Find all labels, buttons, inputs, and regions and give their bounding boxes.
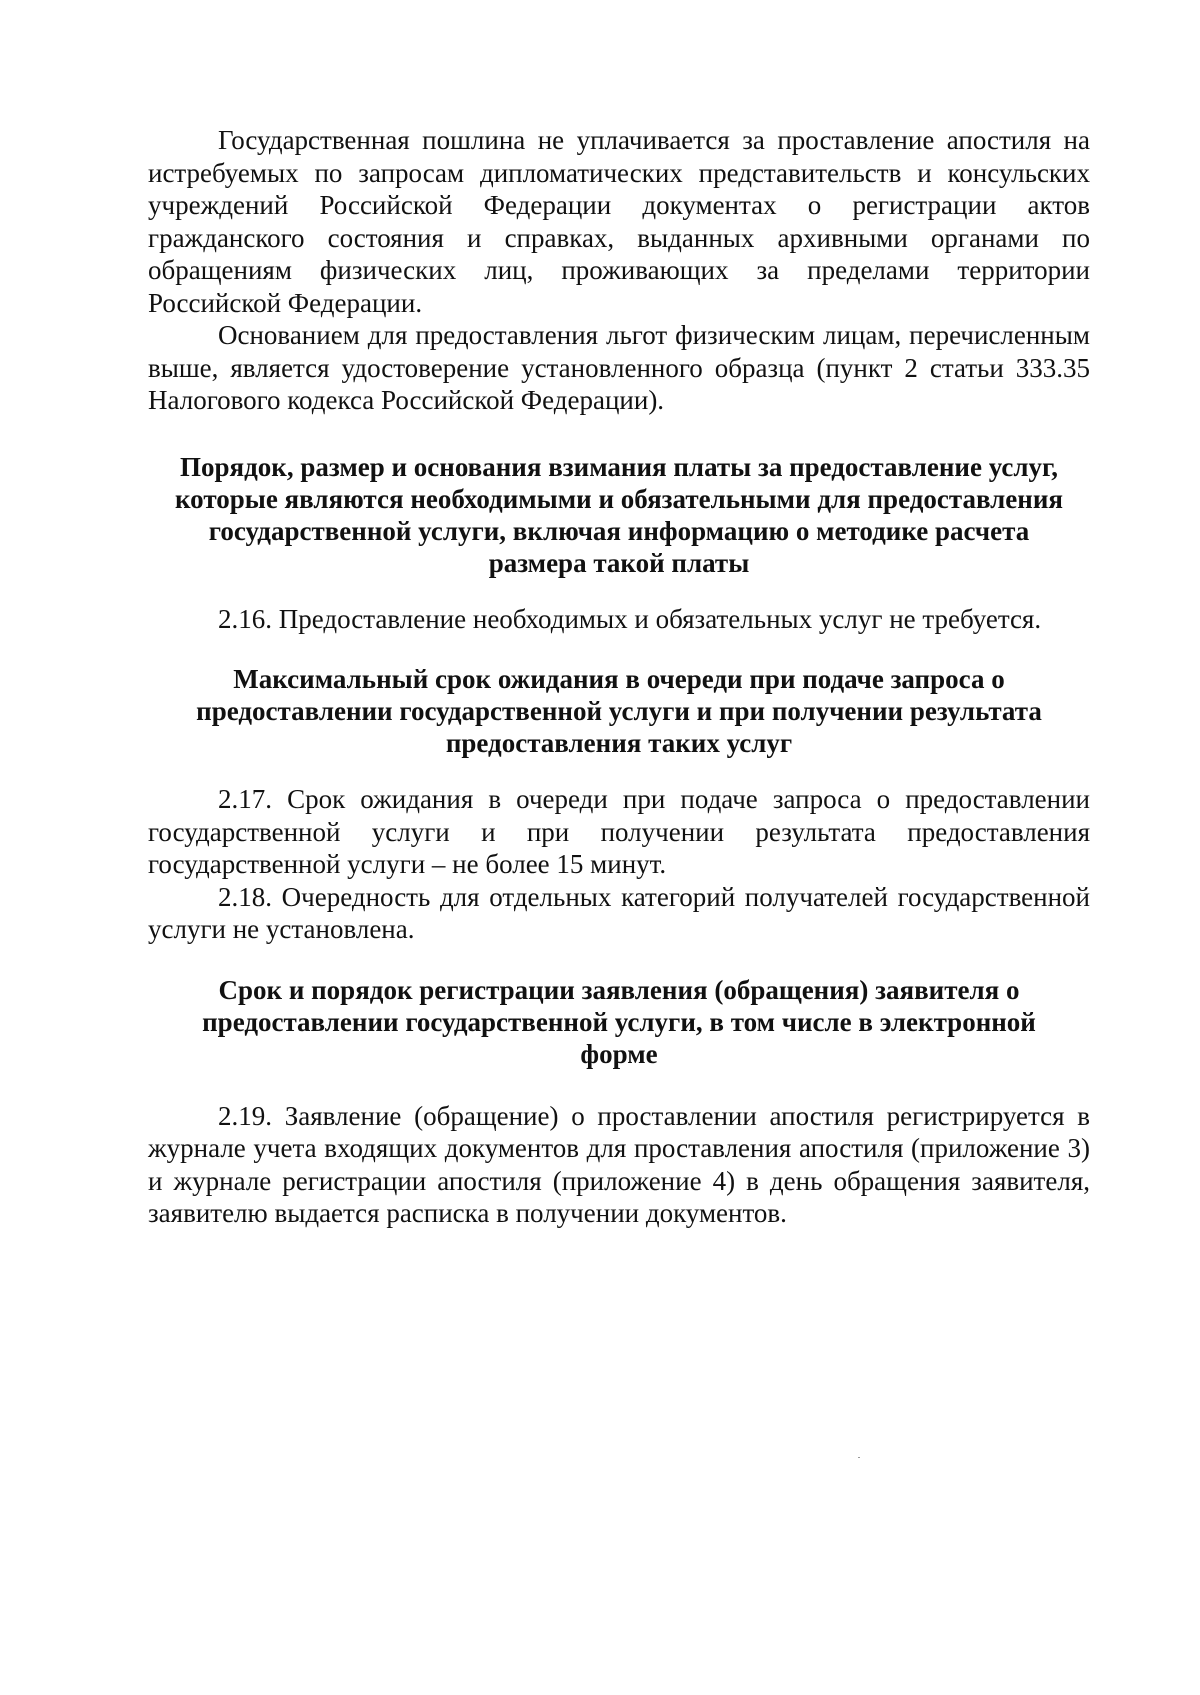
paragraph-2-16: 2.16. Предоставление необходимых и обязательных услуг не требуется. — [218, 603, 1042, 634]
document-body — [148, 124, 1090, 1230]
heading-registration: Срок и порядок регистрации заявления (обращения) заявителя о предоставлении государственной услуги, в том числе в электронной форме — [202, 974, 1036, 1069]
paragraph-benefit-basis: Основанием для предоставления льгот физическим лицам, перечисленным выше, является удостоверение установленного образца (пункт 2 статьи 333.35 Налогового кодекса Российской Федерации). — [148, 320, 1090, 415]
paragraph-2-18: 2.18. Очередность для отдельных категорий получателей государственной услуги не установлена. — [148, 881, 1090, 944]
paragraph-2-17: 2.17. Срок ожидания в очереди при подаче запроса о предоставлении государственной услуги и при получении результата предоставления государственной услуги – не более 15 минут. — [148, 784, 1090, 879]
heading-queue-time: Максимальный срок ожидания в очереди при подаче запроса о предоставлении государственной услуги и при получении результата предоставления таких услуг — [196, 664, 1042, 758]
paragraph-duty-exemption: Государственная пошлина не уплачивается за проставление апостиля на истребуемых по запросам дипломатических представительств и консульских учреждений Российской Федерации документах о регистрации актов гражданского состояния и справках, выданных архивными органами по обращениям физических лиц, проживающих за пределами территории Российской Федерации. — [148, 125, 1090, 318]
scan-speck — [858, 1457, 860, 1458]
heading-fee-procedure: Порядок, размер и основания взимания платы за предоставление услуг, которые являются необходимыми и обязательными для предоставления государственной услуги, включая информацию о методике расчета размера такой платы — [174, 451, 1064, 578]
paragraph-2-19: 2.19. Заявление (обращение) о проставлении апостиля регистрируется в журнале учета входящих документов для проставления апостиля (приложение 3) и журнале регистрации апостиля (приложение 4) в день обращения заявителя, заявителю выдается расписка в получении документов. — [148, 1100, 1090, 1228]
